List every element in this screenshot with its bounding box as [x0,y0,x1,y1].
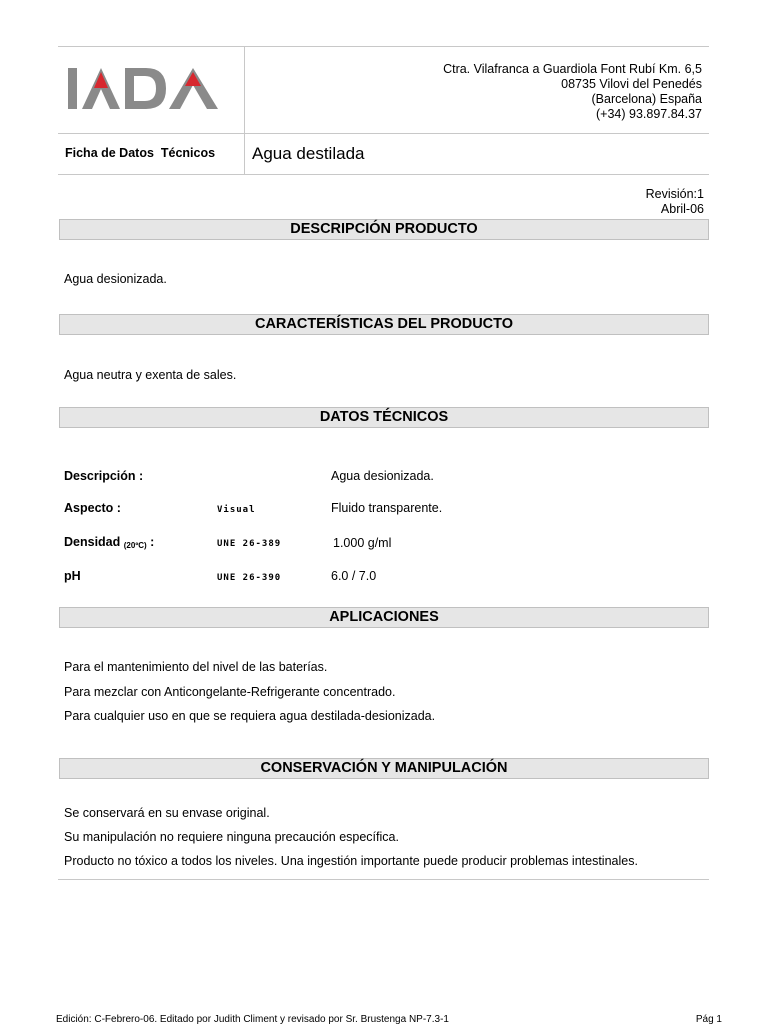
footer-page-number: Pág 1 [695,1014,722,1025]
spec-value-aspecto: Fluido transparente. [331,501,443,515]
section-title-caracteristicas: CARACTERÍSTICAS DEL PRODUCTO [59,314,709,335]
revision-label: Revisión:1 [645,187,704,201]
iada-logo [66,66,222,111]
document-type: Ficha de Datos Técnicos [65,146,216,160]
phone-number: (+34) 93.897.84.37 [596,107,702,121]
address-line: Ctra. Vilafranca a Guardiola Font Rubí Km. 6,5 [443,62,702,76]
spec-label-densidad [64,535,154,550]
revision-block [646,187,704,217]
spec-value-descripcion: Agua desionizada. [331,469,434,483]
conservacion-line: Su manipulación no requiere ninguna precaución específica. [64,830,399,844]
section-title-descripcion: DESCRIPCIÓN PRODUCTO [59,219,709,240]
aplicaciones-line: Para mezclar con Anticongelante-Refrigerante concentrado. [64,685,396,699]
address-line: (Barcelona) España [591,92,702,106]
header-bottom-rule [58,174,709,175]
aplicaciones-line: Para el mantenimiento del nivel de las baterías. [64,660,328,674]
conservacion-line: Se conservará en su envase original. [64,806,270,820]
company-address [443,62,702,122]
address-line: 08735 Vilovi del Penedés [561,77,702,91]
header-divider [244,46,245,175]
spec-value-ph: 6.0 / 7.0 [331,569,377,583]
caracteristicas-text: Agua neutra y exenta de sales. [64,368,237,382]
product-name: Agua destilada [252,144,365,163]
spec-label-aspecto: Aspecto : [64,501,121,515]
header-middle-rule [58,133,709,134]
content-end-rule [58,879,709,880]
spec-value-densidad: 1.000 g/ml [333,536,392,550]
densidad-label-suffix: : [146,535,155,549]
conservacion-line: Producto no tóxico a todos los niveles. Una ingestión importante puede producir problemas intestinales. [64,854,638,868]
revision-date: Abril-06 [660,202,704,216]
section-title-conservacion: CONSERVACIÓN Y MANIPULACIÓN [59,758,709,779]
spec-label-ph: pH [64,569,81,583]
descripcion-text: Agua desionizada. [64,272,167,286]
section-title-aplicaciones: APLICACIONES [59,607,709,628]
densidad-label-text: Densidad [64,535,121,549]
section-title-datos-tecnicos: DATOS TÉCNICOS [59,407,709,428]
header-top-rule [58,46,709,47]
footer-edition-note: Edición: C-Febrero-06. Editado por Judith Climent y revisado por Sr. Brustenga NP-7.3-1 [56,1014,449,1025]
densidad-temperature: (20ºC) [123,541,147,550]
spec-method-aspecto: Visual [217,505,256,515]
spec-method-densidad: UNE 26-389 [217,539,282,549]
spec-method-ph: UNE 26-390 [217,573,282,583]
spec-label-descripcion: Descripción : [64,469,144,483]
aplicaciones-line: Para cualquier uso en que se requiera agua destilada-desionizada. [64,709,436,723]
